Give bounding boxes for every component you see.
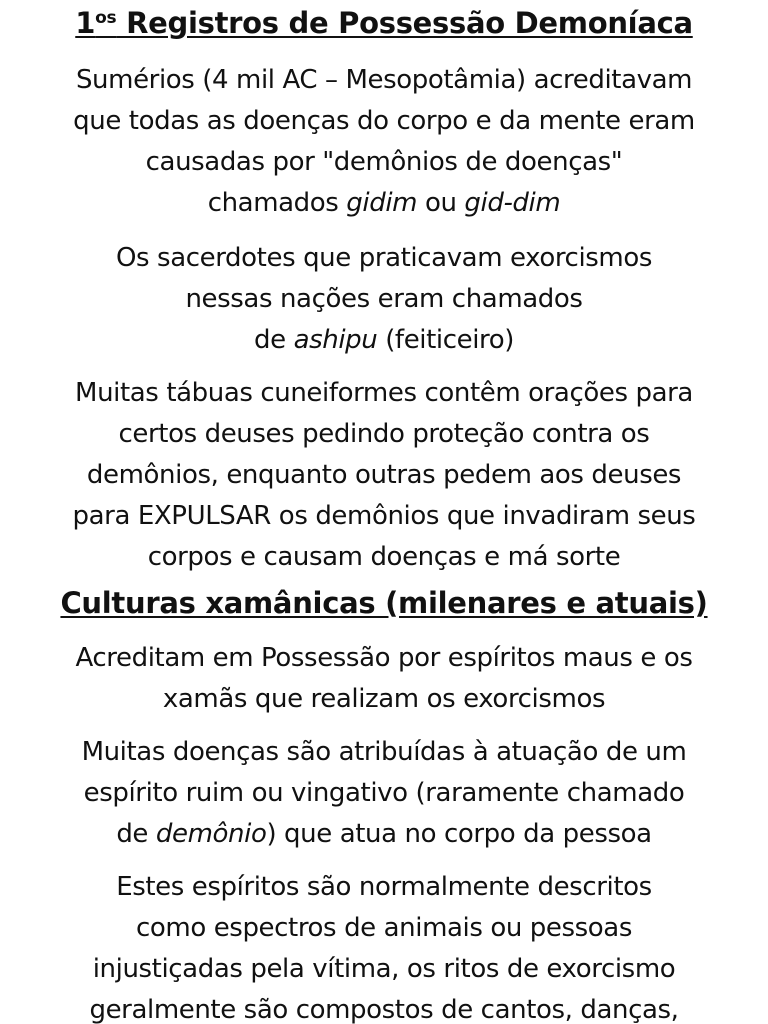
text-line [0,773,768,814]
text-line [0,908,768,949]
text-line [0,142,768,183]
text-run: nessas nações eram chamados [185,284,583,314]
text-line [0,60,768,101]
text-run: de [116,819,156,849]
text-run: injustiçadas pela vítima, os ritos de exorcismo [92,954,676,984]
italic-term-gidim: gidim [346,188,418,218]
text-line [0,279,768,320]
text-line [0,990,768,1024]
text-run: Muitas tábuas cuneiformes contêm orações para [75,378,693,408]
text-run: Acreditam em Possessão por espíritos maus e os [75,643,693,673]
text-line [0,183,768,224]
text-line [0,238,768,279]
text-line [0,101,768,142]
text-run: certos deuses pedindo proteção contra os [118,419,650,449]
text-run: Muitas doenças são atribuídas à atuação de um [81,737,687,767]
text-line [0,537,768,578]
paragraph-sacerdotes [0,238,768,361]
text-run: para EXPULSAR os demônios que invadiram seus [72,501,696,531]
italic-term-demonio: demônio [155,819,267,849]
italic-term-gid-dim: gid-dim [464,188,561,218]
text-run: Estes espíritos são normalmente descritos [116,872,652,902]
text-run: geralmente são compostos de cantos, danças, [89,995,679,1024]
section-title-xamanicas: Culturas xamânicas (milenares e atuais) [60,586,708,620]
paragraph-espiritos [0,867,768,1024]
text-line [0,732,768,773]
text-run: causadas por "demônios de doenças" [145,147,623,177]
paragraph-doencas [0,732,768,855]
text-line [0,414,768,455]
paragraph-sumerios [0,60,768,224]
text-run: como espectros de animais ou pessoas [136,913,632,943]
text-run: ou [417,188,465,218]
text-run: xamãs que realizam os exorcismos [162,684,606,714]
text-run: Sumérios (4 mil AC – Mesopotâmia) acreditavam [75,65,693,95]
paragraph-acreditam [0,638,768,720]
text-run: demônios, enquanto outras pedem aos deuses [86,460,682,490]
text-line [0,496,768,537]
text-run: corpos e causam doenças e má sorte [147,542,621,572]
text-run: (feiticeiro) [377,325,515,355]
italic-term-ashipu: ashipu [293,325,378,355]
text-line [0,679,768,720]
text-run: de [253,325,294,355]
text-line [0,638,768,679]
text-run: Os sacerdotes que praticavam exorcismos [115,243,652,273]
text-line [0,320,768,361]
text-run: ) que atua no corpo da pessoa [266,819,652,849]
text-line [0,867,768,908]
text-line [0,373,768,414]
title-number: 1 [75,6,96,40]
text-line [0,814,768,855]
text-line [0,455,768,496]
text-run: espírito ruim ou vingativo (raramente chamado [83,778,685,808]
section-title-registros [0,6,768,40]
paragraph-tabuas [0,373,768,578]
text-line [0,949,768,990]
title-superscript: os [95,8,117,28]
text-run: chamados [207,188,347,218]
text-run: que todas as doenças do corpo e da mente eram [73,106,695,136]
title-rest: Registros de Possessão Demoníaca [116,6,693,40]
